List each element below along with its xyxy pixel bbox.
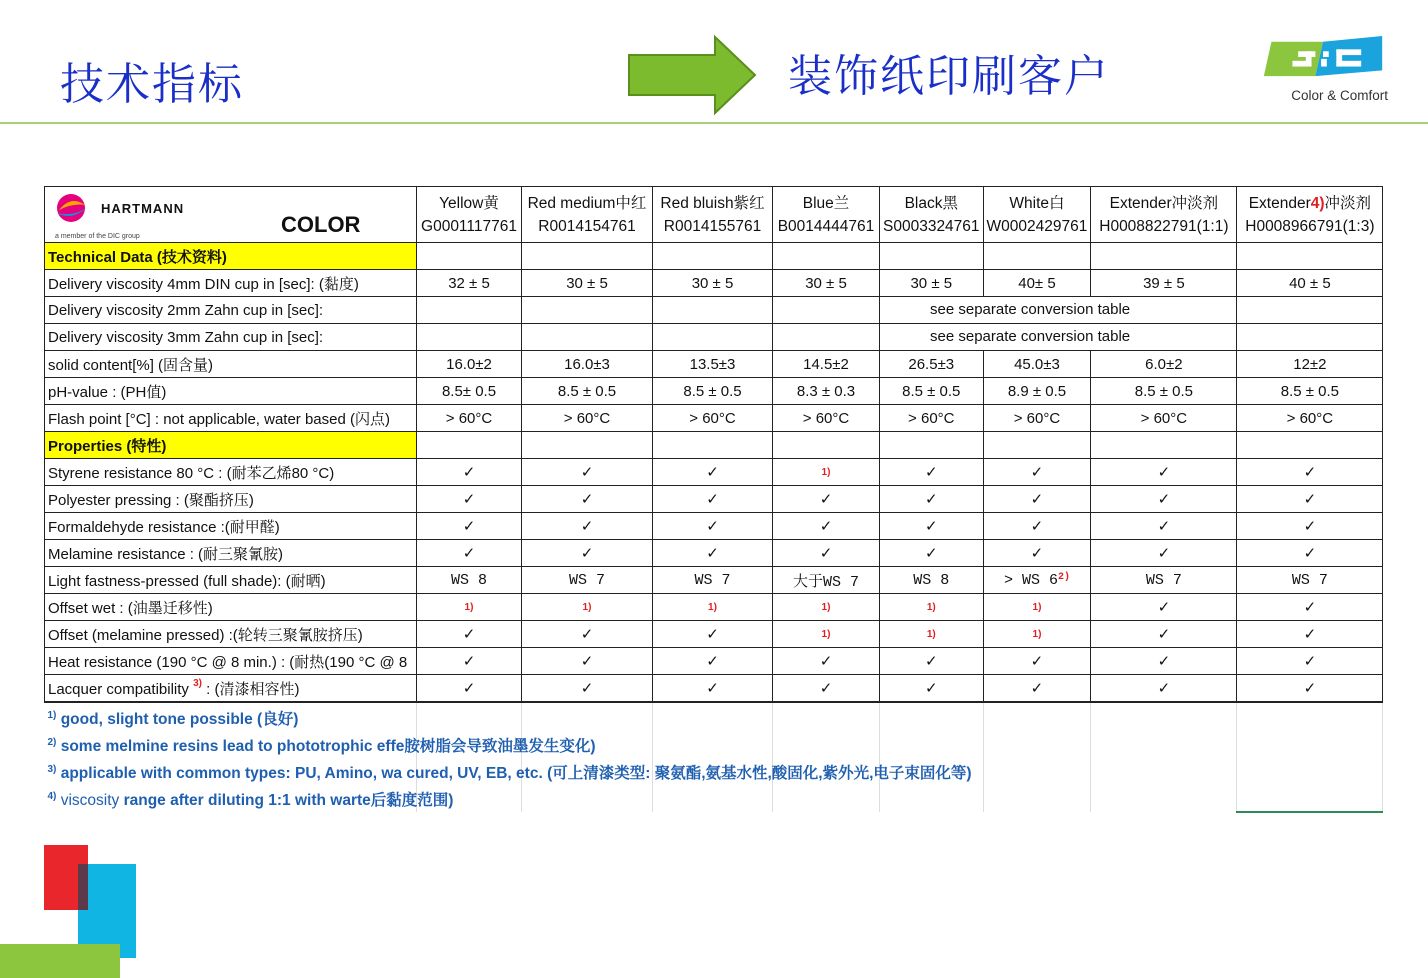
- table-cell: > 60°C: [417, 405, 522, 432]
- page-subtitle: 装饰纸印刷客户: [788, 51, 1110, 102]
- table-cell: WS 7: [1091, 567, 1237, 594]
- table-row: Delivery viscosity 4mm DIN cup in [sec]: (黏度) 32 ± 5 30 ± 5 30 ± 5 30 ± 5 30 ± 5 40± 5 39 ± 5 40 ± 5: [45, 270, 1383, 297]
- table-cell: ✓: [983, 648, 1091, 675]
- table-cell: ✓: [1237, 513, 1383, 540]
- section-technical: Technical Data (技术资料): [45, 243, 417, 270]
- table-cell: WS 7: [653, 567, 773, 594]
- table-cell: 30 ± 5: [880, 270, 984, 297]
- table-cell: ✓: [522, 459, 653, 486]
- table-cell: 13.5±3: [653, 351, 773, 378]
- table-cell: ✓: [1091, 675, 1237, 703]
- table-row: Light fastness-pressed (full shade): (耐晒) WS 8 WS 7 WS 7 大于WS 7 WS 8 > WS 6$^{2)}$ WS 7 WS 7: [45, 567, 1383, 594]
- table-cell: ✓: [880, 540, 984, 567]
- table-cell: ✓: [653, 486, 773, 513]
- section-row: [45, 243, 1383, 270]
- footnote-1: $^{1)}$ good, slight tone possible (良好): [47, 709, 299, 728]
- table-cell: ✓: [773, 486, 880, 513]
- table-cell: 32 ± 5: [417, 270, 522, 297]
- table-cell: ✓: [1091, 513, 1237, 540]
- table-row: solid content[%] (固含量) 16.0±2 16.0±3 13.5±3 14.5±2 26.5±3 45.0±3 6.0±2 12±2: [45, 351, 1383, 378]
- page-title: 技术指标: [60, 59, 244, 110]
- table-cell: ✓: [880, 675, 984, 703]
- table-cell: 1): [417, 594, 522, 621]
- table-cell: ✓: [653, 648, 773, 675]
- table-cell: ✓: [1091, 648, 1237, 675]
- table-cell: ✓: [522, 486, 653, 513]
- table-cell: WS 7: [522, 567, 653, 594]
- table-cell: ✓: [880, 513, 984, 540]
- table-row: Flash point [°C] : not applicable, water based (闪点) > 60°C > 60°C > 60°C > 60°C > 60°C > 60°C > 60°C > 60°C: [45, 405, 1383, 432]
- table-cell: ✓: [653, 513, 773, 540]
- table-cell: 1): [773, 621, 880, 648]
- table-cell: ✓: [880, 486, 984, 513]
- table-cell: ✓: [773, 540, 880, 567]
- table-cell: 8.5 ± 0.5: [1091, 378, 1237, 405]
- column-header: Yellow黄 G0001117761: [417, 187, 522, 243]
- table-row: Formaldehyde resistance :(耐甲醛) ✓ ✓ ✓ ✓ ✓ ✓ ✓ ✓: [45, 513, 1383, 540]
- table-cell: ✓: [1237, 648, 1383, 675]
- footnote-3: $^{3)}$ applicable with common types: PU, Amino, wa cured, UV, EB, etc. (可上清漆类型: 聚氨酯,氨基水性,酸固化,紫外光,电子束固化等): [47, 763, 972, 782]
- logo-tagline: Color & Comfort: [1291, 88, 1388, 103]
- table-cell: > 60°C: [773, 405, 880, 432]
- footnote-row: [45, 702, 1383, 730]
- column-header: Black黑 S0003324761: [880, 187, 984, 243]
- table-cell: ✓: [522, 648, 653, 675]
- table-cell: ✓: [1091, 621, 1237, 648]
- table-row: Offset wet : (油墨迁移性) 1) 1) 1) 1) 1) 1) ✓ ✓: [45, 594, 1383, 621]
- table-cell: ✓: [1091, 459, 1237, 486]
- table-cell: 8.5 ± 0.5: [522, 378, 653, 405]
- table-cell: ✓: [417, 540, 522, 567]
- footnote-4: $^{4)}$ viscosity range after diluting 1:1 with warte后黏度范围): [47, 790, 454, 809]
- table-cell: 39 ± 5: [1091, 270, 1237, 297]
- table-cell: ✓: [1237, 675, 1383, 703]
- table-cell: > 60°C: [653, 405, 773, 432]
- table-row: Melamine resistance : (耐三聚氰胺) ✓ ✓ ✓ ✓ ✓ ✓ ✓ ✓: [45, 540, 1383, 567]
- table-cell: ✓: [983, 486, 1091, 513]
- table-cell: ✓: [653, 621, 773, 648]
- decor-green-block: [0, 944, 120, 978]
- table-cell: 1): [983, 621, 1091, 648]
- table-cell: ✓: [417, 486, 522, 513]
- table-row: Offset (melamine pressed) :(轮转三聚氰胺挤压) ✓ ✓ ✓ 1) 1) 1) ✓ ✓: [45, 621, 1383, 648]
- table-cell: ✓: [417, 675, 522, 703]
- footnote-row: [45, 730, 1383, 757]
- table-cell: 40 ± 5: [1237, 270, 1383, 297]
- table-cell: ✓: [653, 459, 773, 486]
- table-cell: ✓: [653, 540, 773, 567]
- see-separate-cell: see separate conversion table: [880, 297, 1237, 324]
- table-cell: 6.0±2: [1091, 351, 1237, 378]
- table-header-row: [45, 187, 1383, 243]
- table-cell: ✓: [1237, 594, 1383, 621]
- table-row: Styrene resistance 80 °C : (耐苯乙烯80 °C) ✓ ✓ ✓ 1) ✓ ✓ ✓ ✓: [45, 459, 1383, 486]
- table-cell: ✓: [522, 513, 653, 540]
- table-cell: ✓: [983, 540, 1091, 567]
- table-cell: 1): [880, 621, 984, 648]
- table-row: Polyester pressing : (聚酯挤压) ✓ ✓ ✓ ✓ ✓ ✓ ✓ ✓: [45, 486, 1383, 513]
- table-row: Lacquer compatibility $^{3)}$ : (清漆相容性) ✓ ✓ ✓ ✓ ✓ ✓ ✓ ✓: [45, 675, 1383, 703]
- table-cell: ✓: [773, 513, 880, 540]
- table-cell: 40± 5: [983, 270, 1091, 297]
- table-cell: WS 8: [880, 567, 984, 594]
- table-cell: ✓: [417, 459, 522, 486]
- table-cell: ✓: [880, 648, 984, 675]
- table-cell: 1): [983, 594, 1091, 621]
- table-cell: 26.5±3: [880, 351, 984, 378]
- table-cell: ✓: [653, 675, 773, 703]
- table-cell: ✓: [1091, 540, 1237, 567]
- column-header: Extender冲淡剂 H0008822791(1:1): [1091, 187, 1237, 243]
- table-cell: ✓: [983, 459, 1091, 486]
- table-row: Delivery viscosity 2mm Zahn cup in [sec]: see separate conversion table: [45, 297, 1383, 324]
- table-cell: 8.5 ± 0.5: [653, 378, 773, 405]
- table-row: pH-value : (PH值) 8.5± 0.5 8.5 ± 0.5 8.5 ± 0.5 8.3 ± 0.3 8.5 ± 0.5 8.9 ± 0.5 8.5 ± 0.5 8.5 ± 0.5: [45, 378, 1383, 405]
- table-cell: ✓: [880, 459, 984, 486]
- table-cell: 16.0±3: [522, 351, 653, 378]
- table-cell: 30 ± 5: [522, 270, 653, 297]
- dic-logo-mark: [1262, 36, 1384, 78]
- table-cell: ✓: [773, 648, 880, 675]
- footnote-row: [45, 784, 1383, 812]
- table-cell: ✓: [417, 513, 522, 540]
- brand-cell: [45, 187, 417, 243]
- table-cell: 14.5±2: [773, 351, 880, 378]
- table-cell: ✓: [983, 513, 1091, 540]
- column-header: Blue兰 B0014444761: [773, 187, 880, 243]
- column-header: Extender4)冲淡剂 H0008966791(1:3): [1237, 187, 1383, 243]
- spec-table: [44, 186, 1383, 813]
- table-cell: 30 ± 5: [773, 270, 880, 297]
- table-cell: ✓: [773, 675, 880, 703]
- table-cell: ✓: [1237, 486, 1383, 513]
- footnote-row: [45, 757, 1383, 784]
- table-cell: 30 ± 5: [653, 270, 773, 297]
- table-cell: 大于WS 7: [773, 567, 880, 594]
- see-separate-cell: see separate conversion table: [880, 324, 1237, 351]
- table-cell: > 60°C: [880, 405, 984, 432]
- table-cell: > 60°C: [1237, 405, 1383, 432]
- table-cell: 1): [522, 594, 653, 621]
- table-cell: ✓: [522, 675, 653, 703]
- table-cell: 8.5 ± 0.5: [1237, 378, 1383, 405]
- table-cell: 45.0±3: [983, 351, 1091, 378]
- header-rule: [0, 122, 1428, 124]
- brand-subline: a member of the DIC group: [55, 233, 140, 240]
- table-row: Heat resistance (190 °C @ 8 min.) : (耐热(190 °C @ 8 ✓ ✓ ✓ ✓ ✓ ✓ ✓ ✓: [45, 648, 1383, 675]
- table-cell: ✓: [1237, 459, 1383, 486]
- table-cell: 8.5± 0.5: [417, 378, 522, 405]
- column-header: White白 W0002429761: [983, 187, 1091, 243]
- table-cell: 1): [773, 459, 880, 486]
- table-cell: 8.3 ± 0.3: [773, 378, 880, 405]
- table-cell: > 60°C: [1091, 405, 1237, 432]
- table-cell: 8.9 ± 0.5: [983, 378, 1091, 405]
- table-cell: ✓: [522, 540, 653, 567]
- table-cell: ✓: [1091, 486, 1237, 513]
- table-cell: 16.0±2: [417, 351, 522, 378]
- brand-name: HARTMANN: [101, 200, 185, 216]
- table-cell: 12±2: [1237, 351, 1383, 378]
- arrow-right-icon: [626, 34, 758, 116]
- table-cell: ✓: [1237, 621, 1383, 648]
- table-cell: ✓: [417, 621, 522, 648]
- table-cell: WS 7: [1237, 567, 1383, 594]
- hartmann-logo-icon: [53, 193, 93, 223]
- dic-logo: [1262, 36, 1388, 103]
- table-cell: ✓: [417, 648, 522, 675]
- decor-overlap-block: [78, 864, 88, 910]
- table-cell: > 60°C: [983, 405, 1091, 432]
- color-heading: COLOR: [281, 212, 361, 237]
- table-cell: ✓: [1237, 540, 1383, 567]
- table-cell: > 60°C: [522, 405, 653, 432]
- section-row: [45, 432, 1383, 459]
- footnote-2: $^{2)}$ some melmine resins lead to phototrophic effe胺树脂会导致油墨发生变化): [47, 736, 596, 755]
- section-properties: Properties (特性): [45, 432, 417, 459]
- table-cell: ✓: [522, 621, 653, 648]
- table-cell: WS 8: [417, 567, 522, 594]
- table-cell: ✓: [983, 675, 1091, 703]
- table-cell: 8.5 ± 0.5: [880, 378, 984, 405]
- table-cell: > WS 6$^{2)}$: [983, 567, 1091, 594]
- column-header: Red bluish紫红 R0014155761: [653, 187, 773, 243]
- table-cell: 1): [773, 594, 880, 621]
- table-cell: 1): [653, 594, 773, 621]
- column-header: Red medium中红 R0014154761: [522, 187, 653, 243]
- table-row: Delivery viscosity 3mm Zahn cup in [sec]: see separate conversion table: [45, 324, 1383, 351]
- table-cell: 1): [880, 594, 984, 621]
- table-cell: ✓: [1091, 594, 1237, 621]
